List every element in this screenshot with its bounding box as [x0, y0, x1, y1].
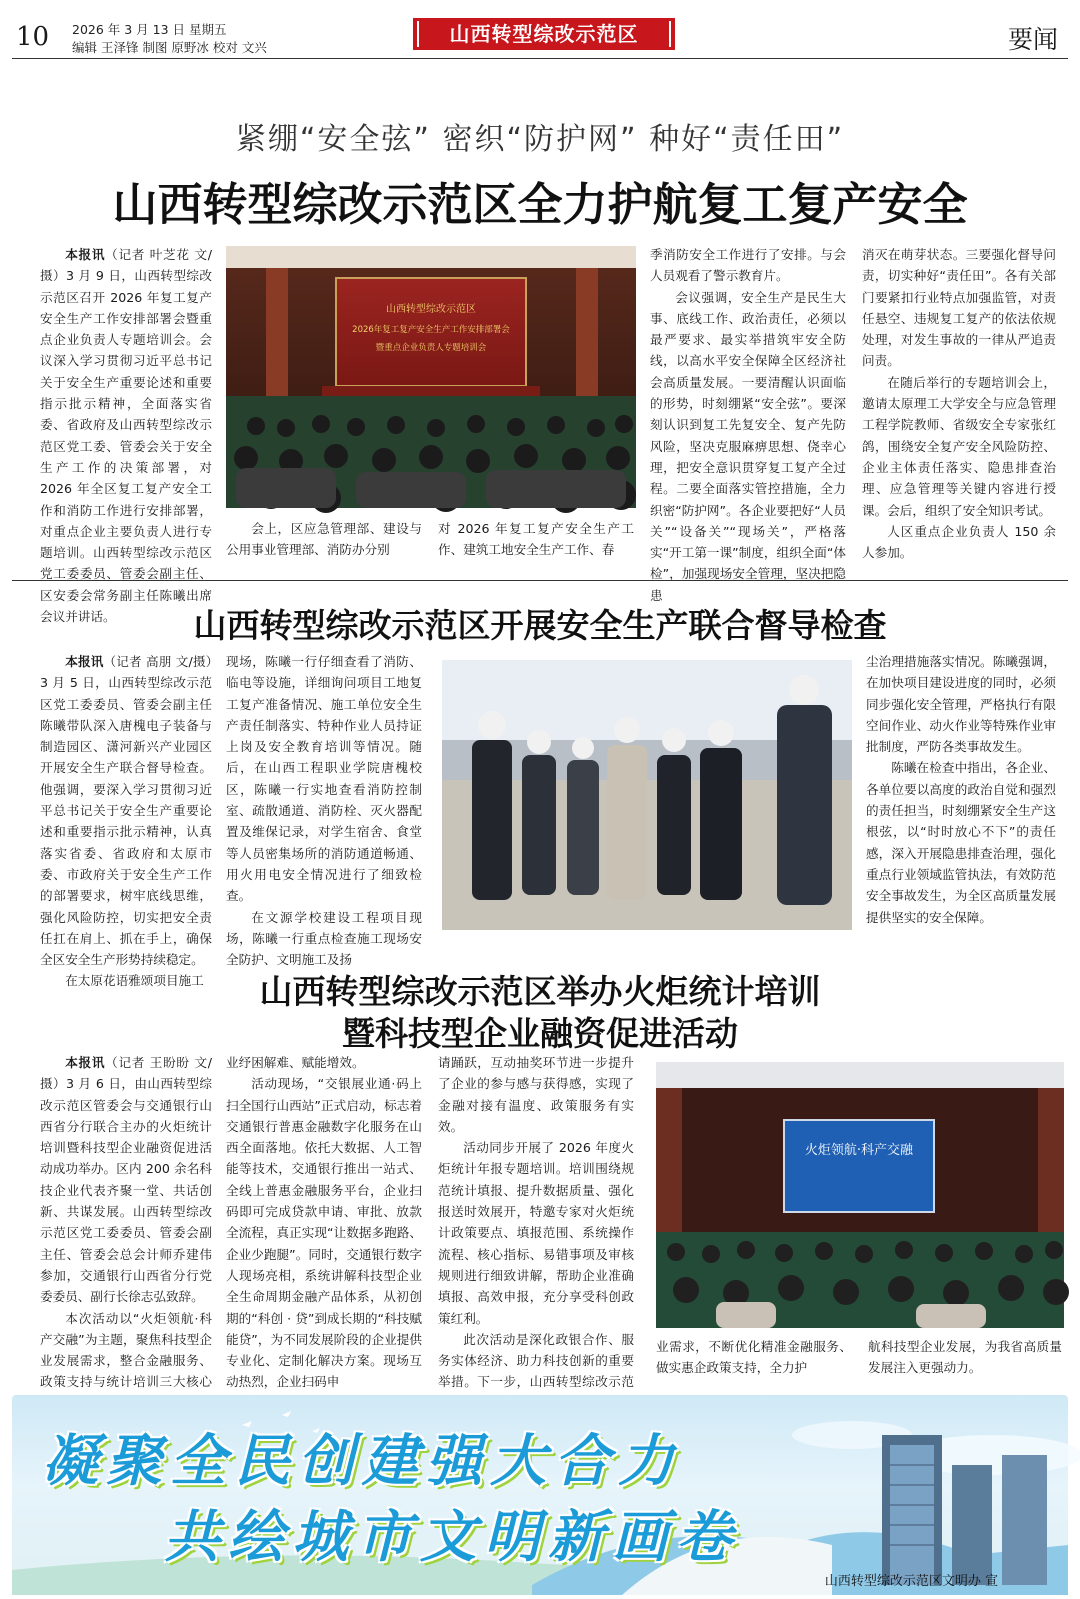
article3-col5-text: 航科技型企业发展，为我省高质量发展注入更强动力。 [868, 1339, 1062, 1376]
byline-lead: 本报讯 [65, 247, 106, 262]
article2-col1-text: （记者 高朋 文/摄）3 月 5 日，山西转型综改示范区党工委委员、管委会副主任陈曦带队深入唐槐电子装备与制造园区、潇河新兴产业园区开展安全生产联合督导检查。他强调，要深入学习贯彻习近平总书记关于安全生产重要论述和重要指示批示精神，认真落实省委、省政府和太原市委、市政府关于安全生产工作的部署要求，树牢底线思维，强化风险防控，切实把安全责任扛在肩上、抓在手上，确保全区安全生产形势持续稳定。 [40, 654, 213, 968]
article1-col5-p3: 人区重点企业负责人 150 余人参加。 [862, 523, 1056, 561]
column-name: 要闻 [1007, 25, 1058, 54]
byline-lead: 本报讯 [65, 1055, 106, 1070]
article3-col3-text: 请踊跃，互动抽奖环节进一步提升了企业的参与感与获得感，实现了金融对接有温度、政策服务有实效。 [438, 1055, 634, 1134]
article1-col3-text: 对 2026 年复工复产安全生产工作、建筑工地安全生产工作、春 [438, 521, 634, 558]
section-tag: 山西转型综改示范区 [413, 18, 675, 50]
training-photo-image [656, 1062, 1064, 1328]
top-rule [12, 58, 1068, 59]
article3-col2 [226, 1052, 422, 1390]
article2-col1 [40, 651, 213, 989]
screen-line2: 2026年复工复产安全生产工作安排部署会 [352, 325, 510, 335]
article2-col1-p2: 在太原花语雅颂项目施工 [65, 973, 204, 989]
article2-col3-p2: 陈曦在检查中指出，各企业、各单位要以高度的政治自觉和强烈的责任担当，时刻绷紧安全生产这根弦，以“时时放心不下”的责任感，深入开展隐患排查治理，强化重点行业领域监管执法，有效防范安全事故发生，为全区高质量发展提供坚实的安全保障。 [866, 760, 1056, 925]
screen-text: 火炬领航·科产交融 [804, 1143, 914, 1158]
meeting-photo-image [226, 246, 636, 508]
page-number: 10 [16, 22, 50, 52]
article1-col2 [226, 518, 422, 564]
meeting-photo [226, 246, 636, 508]
article2-col2-text: 现场，陈曦一行仔细查看了消防、临电等设施，详细询问项目工地复工复产准备情况、施工单位安全生产责任制落实、特种作业人员持证上岗及安全教育培训等情况。随后，在山西工程职业学院唐槐校区，陈曦一行实地查看消防控制室、疏散通道、消防栓、灭火器配置及维保记录，对学生宿舍、食堂等人员密集场所的消防通道畅通、用火用电安全情况进行了细致检查。 [226, 654, 422, 904]
article1-col4 [650, 244, 846, 603]
article2-headline: 山西转型综改示范区开展安全生产联合督导检查 [193, 606, 887, 645]
article3-col1-p2: 本次活动以“火炬领航·科产交融”为主题，聚焦科技型企业发展需求，整合金融服务、政策支持与统计培训三大核心 [40, 1310, 212, 1390]
article3-col2-p2: 活动现场，“交银展业通·码上扫全国行山西站”正式启动，标志着交通银行普惠金融数字化服务在山西全面落地。依托大数据、人工智能等技术，交通银行推出一站式、全线上普惠金融服务平台，企业扫码即可完成贷款申请、审批、放款全流程，真正实现“让数据多跑路、企业少跑腿”。同时，交通银行数字人现场亮相，系统讲解科技型企业全生命周期金融产品体系，从初创期的“科创 · 贷”到成长期的“科技赋能贷”，为不同发展阶段的企业提供专业化、定制化解决方案。现场互动热烈，企业扫码申 [226, 1076, 422, 1390]
screen-line1: 山西转型综改示范区 [386, 304, 476, 315]
banner-line2: 共绘城市文明新画卷 [164, 1505, 740, 1570]
article2-col3 [866, 651, 1056, 935]
banner-sign: 山西转型综改示范区文明办 宣 [824, 1574, 998, 1589]
article1-subhead: 紧绷“安全弦” 密织“防护网” 种好“责任田” [235, 122, 845, 157]
article3-headline-line2: 暨科技型企业融资促进活动 [342, 1014, 738, 1053]
article1-col4-p2: 会议强调，安全生产是民生大事、底线工作、政治责任，必须以最严要求、最实举措筑牢安全防线，以高水平安全保障全区经济社会高质量发展。一要清醒认识面临的形势，时刻绷紧“安全弦”。要深刻认识到复工先复安全、复产先防风险，坚决克服麻痹思想、侥幸心理，把安全意识贯穿复工复产全过程。二要全面落实管控措施，全力织密“防护网”。各企业要把好“人员关”“设备关”“现场关”，严格落实“开工第一课”制度，组织全面“体检”，加强现场安全管理，坚决把隐患 [650, 289, 846, 603]
byline-lead: 本报讯 [65, 654, 104, 669]
article1-col4-text: 季消防安全工作进行了安排。与会人员观看了警示教育片。 [650, 247, 846, 284]
training-photo [656, 1062, 1064, 1328]
article3-col3-p2: 活动同步开展了 2026 年度火炬统计年报专题培训。培训围绕规范统计填报、提升数据质量、强化报送时效展开，特邀专家对火炬统计政策要点、填报范围、系统操作流程、核心指标、易错事项及审核规则进行细致讲解，帮助企业准确填报、高效申报，充分享受科创政策红利。 [438, 1140, 634, 1326]
article3-col1 [40, 1052, 212, 1390]
article2-col2 [226, 651, 422, 968]
article1-col1-text: （记者 叶芝花 文/摄）3 月 9 日，山西转型综改示范区召开 2026 年复工复产安全生产工作安排部署会暨重点企业负责人专题培训会。会议深入学习贯彻习近平总书记关于安全生产重要论述和重要指示批示精神，全面落实省委、省政府及山西转型综改示范区党工委、管委会关于安全生产工作的决策部署，对 2026 年全区复工复产安全工作和消防工作进行安排部署，对重点企业主要负责人进行专题培训。山西转型综改示范区党工委委员、管委会副主任、区安委会常务副主任陈曦出席会议并讲话。 [40, 247, 212, 625]
article1-col1 [40, 244, 212, 625]
article2-col2-p2: 在文源学校建设工程项目现场，陈曦一行重点检查施工现场安全防护、文明施工及扬 [226, 909, 422, 968]
article1-headline: 山西转型综改示范区全力护航复工复产安全 [112, 178, 968, 231]
article3-col4-text: 业需求，不断优化精准金融服务、做实惠企政策支持，全力护 [656, 1339, 852, 1376]
article1-col2-text: 会上，区应急管理部、建设与公用事业管理部、消防办分别 [226, 521, 422, 558]
article1-col3 [438, 518, 634, 564]
article2-col3-text: 尘治理措施落实情况。陈曦强调，在加快项目建设进度的同时，必须同步强化安全管理，严格执行有限空间作业、动火作业等特殊作业审批制度，严防各类事故发生。 [866, 654, 1056, 755]
inspection-photo-image [442, 660, 852, 930]
article1-col5-text: 消灭在萌芽状态。三要强化督导问责，切实种好“责任田”。各有关部门要紧扣行业特点加强监管，对责任悬空、违规复工复产的依法依规处理，对发生事故的一律从严追责问责。 [862, 247, 1056, 369]
article3-col5 [868, 1336, 1062, 1380]
article3-col1-text: （记者 王盼盼 文/摄）3 月 6 日，由山西转型综改示范区管委会与交通银行山西省分行联合主办的火炬统计培训暨科技型企业融资促进活动成功举办。区内 200 余名科技企业代表齐聚一堂、共话创新、共谋发展。山西转型综改示范区党工委委员、管委会副主任、管委会总会计师乔建伟参加，交通银行山西省分行党委委员、副行长徐志弘致辞。 [40, 1055, 212, 1305]
screen-line3: 暨重点企业负责人专题培训会 [375, 343, 487, 353]
civility-banner [12, 1395, 1068, 1595]
banner-line1: 凝聚全民创建强大合力 [42, 1429, 682, 1494]
article3-col3-p3: 此次活动是深化政银合作、服务实体经济、助力科技创新的重要举措。下一步，山西转型综改示范 [438, 1331, 634, 1390]
article3-col3 [438, 1052, 634, 1390]
article3-col4 [656, 1336, 852, 1380]
date-line: 2026 年 3 月 13 日 星期五 [72, 22, 227, 37]
rule-1 [12, 580, 1068, 581]
editor-line: 编辑 王泽锋 制图 原野冰 校对 文兴 [72, 40, 267, 55]
article1-col5 [862, 244, 1056, 562]
article1-col5-p2: 在随后举行的专题培训会上，邀请太原理工大学安全与应急管理工程学院教师、省级安全专家张红鸽，围绕安全复产安全风险防控、企业主体责任落实、隐患排查治理、应急管理等关键内容进行授课。会后，组织了安全知识考试。 [862, 374, 1056, 518]
article3-col2-text: 业纾困解难、赋能增效。 [226, 1055, 365, 1070]
inspection-photo [442, 660, 852, 930]
article3-headline-line1: 山西转型综改示范区举办火炬统计培训 [259, 972, 821, 1011]
